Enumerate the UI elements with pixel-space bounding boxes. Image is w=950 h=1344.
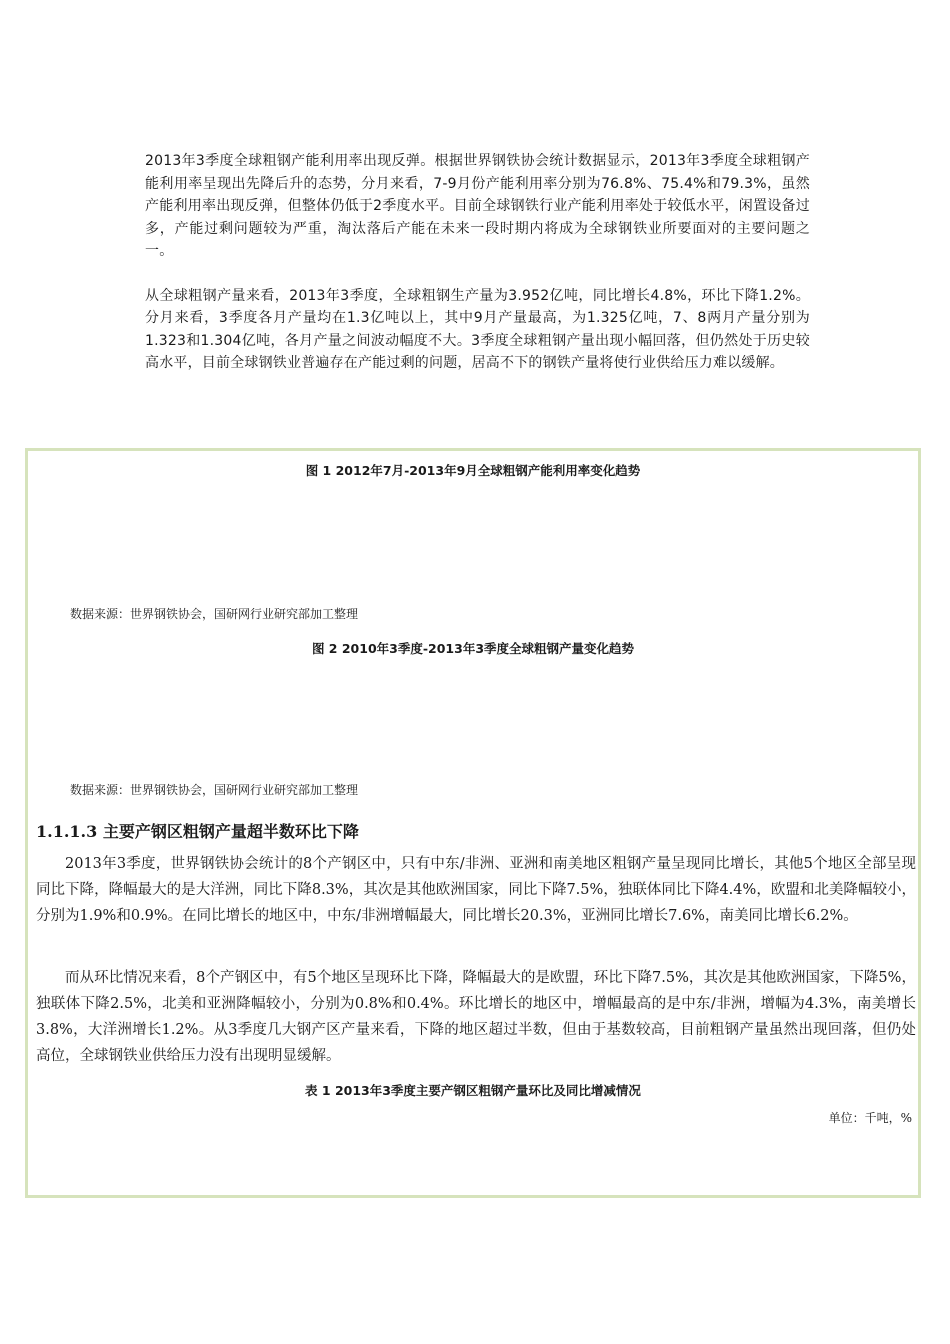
section-paragraph-yoy: 2013年3季度，世界钢铁协会统计的8个产钢区中，只有中东/非洲、亚洲和南美地区粗钢产量呈现同比增长，其他5个地区全部呈现同比下降，降幅最大的是大洋洲，同比下降8.3%，其次是其他欧洲国家，同比下降7.5%，独联体同比下降4.4%，欧盟和北美降幅较小，分别为1.9%和0.9%。在同比增长的地区中，中东/非洲增幅最大，同比增长20.3%，亚洲同比增长7.6%，南美同比增长6.2%。 <box>36 856 916 924</box>
intro-paragraph-capacity: 2013年3季度全球粗钢产能利用率出现反弹。根据世界钢铁协会统计数据显示，2013年3季度全球粗钢产能利用率呈现出先降后升的态势，分月来看，7-9月份产能利用率分别为76.8%、75.4%和79.3%，虽然产能利用率出现反弹，但整体仍低于2季度水平。目前全球钢铁行业产能利用率处于较低水平，闲置设备过多，产能过剩问题较为严重，淘汰落后产能在未来一段时期内将成为全球钢铁业所要面对的主要问题之一。 <box>145 153 810 259</box>
figure-2-source: 数据来源：世界钢铁协会，国研网行业研究部加工整理 <box>70 783 359 797</box>
figure-1-chart-area <box>68 487 880 599</box>
section-paragraph-qoq: 而从环比情况来看，8个产钢区中，有5个地区呈现环比下降，降幅最大的是欧盟，环比下降7.5%，其次是其他欧洲国家，下降5%，独联体下降2.5%，北美和亚洲降幅较小，分别为0.8%和0.4%。环比增长的地区中，增幅最高的是中东/非洲，增幅为4.3%，南美增长3.8%，大洋洲增长1.2%。从3季度几大钢产区产量来看，下降的地区超过半数，但由于基数较高，目前粗钢产量虽然出现回落，但仍处高位，全球钢铁业供给压力没有出现明显缓解。 <box>36 970 916 1064</box>
intro-text <box>145 150 810 397</box>
figure-1-title: 图 1 2012年7月-2013年9月全球粗钢产能利用率变化趋势 <box>305 463 641 478</box>
content-frame <box>25 448 921 1198</box>
intro-paragraph-output: 从全球粗钢产量来看，2013年3季度，全球粗钢生产量为3.952亿吨，同比增长4.8%，环比下降1.2%。分月来看，3季度各月产量均在1.3亿吨以上，其中9月产量最高，为1.325亿吨，7、8两月产量分别为1.323和1.304亿吨，各月产量之间波动幅度不大。3季度全球粗钢产量出现小幅回落，但仍然处于历史较高水平，目前全球钢铁业普遍存在产能过剩的问题，居高不下的钢铁产量将使行业供给压力难以缓解。 <box>145 287 810 371</box>
figure-2-title: 图 2 2010年3季度-2013年3季度全球粗钢产量变化趋势 <box>311 641 635 656</box>
table-unit-label: 单位：千吨，% <box>828 1111 912 1125</box>
table-1-title: 表 1 2013年3季度主要产钢区粗钢产量环比及同比增减情况 <box>305 1083 641 1098</box>
figure-2-chart-area <box>68 665 880 775</box>
section-heading: 1.1.1.3 主要产钢区粗钢产量超半数环比下降 <box>36 822 359 841</box>
figure-1-source: 数据来源：世界钢铁协会，国研网行业研究部加工整理 <box>70 607 359 621</box>
